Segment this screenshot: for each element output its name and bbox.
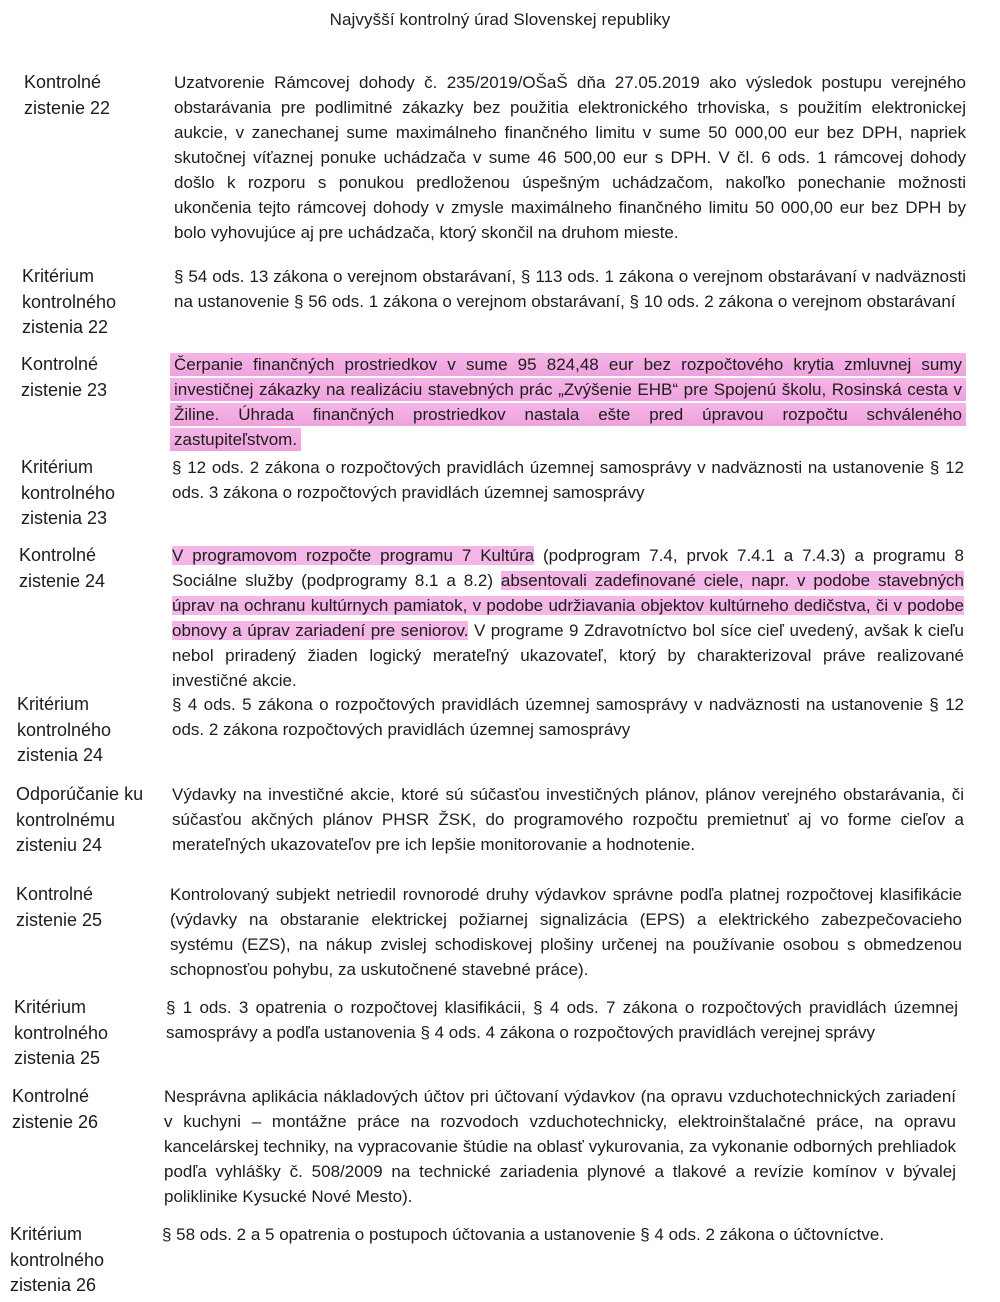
highlighted-text: V programovom rozpočte programu 7 Kultúra (172, 546, 535, 565)
row-text: Kontrolovaný subjekt netriedil rovnorodé druhy výdavkov správne podľa platnej rozpočtovej klasifikácie (výdavky na obstaranie elektrickej požiarnej signalizácia (EPS) a elektrického zabezpečovacieho systému (EZS), na nákup zvislej schodiskovej plošiny určenej na používanie osobou s obmedzenou schopnosťou pohybu, za uskutočnené stavebné práce). (170, 885, 962, 979)
page-header: Najvyšší kontrolný úrad Slovenskej republiky (329, 10, 671, 29)
plain-text: (podprogram 7.4, prvok 7.4.1 a 7.4.3) a programu 8 Sociálne služby (podprogramy 8.1 a 8.2) (172, 546, 964, 590)
highlighted-text: Čerpanie finančných prostriedkov v sume 95 824,48 eur bez rozpočtového krytia zmluvnej sumy investičnej zákazky na realizáciu stavebných prác „Zvýšenie EHB“ pre Spojenú školu, Rosinská cesta v Žiline. Úhrada finančných prostriedkov nastala ešte pred úpravou rozpočtu schváleného zastupiteľstvom. (170, 353, 966, 451)
row-label: Kritérium kontrolného zistenia 22 (22, 266, 117, 337)
row-label: Kritérium kontrolného zistenia 24 (17, 694, 112, 765)
row-label: Kritérium kontrolného zistenia 26 (10, 1224, 105, 1295)
row-label: Odporúčanie ku kontrolnému zisteniu 24 (16, 784, 144, 855)
row-text: Výdavky na investičné akcie, ktoré sú súčasťou investičných plánov, plánov verejného obstarávania, či súčasťou akčných plánov PHSR ŽSK, do programového rozpočtu premietnuť aj vo forme cieľov a merateľných ukazovateľov pre ich lepšie monitorovanie a hodnotenie. (172, 785, 964, 854)
highlighted-text: absentovali zadefinované ciele, napr. v podobe stavebných úprav na ochranu kultúrnych pamiatok, v podobe udržiavania objektov kultúrneho dedičstva, či v podobe obnovy a úprav zariadení pre seniorov. (172, 571, 964, 640)
row-text: § 12 ods. 2 zákona o rozpočtových pravidlách územnej samosprávy v nadväznosti na ustanovenie § 12 ods. 3 zákona o rozpočtových pravidlách územnej samosprávy (172, 458, 964, 502)
row-text: § 1 ods. 3 opatrenia o rozpočtovej klasifikácii, § 4 ods. 7 zákona o rozpočtových pravidlách územnej samosprávy a podľa ustanovenia § 4 ods. 4 zákona o rozpočtových pravidlách verejnej správy (166, 998, 958, 1042)
row-text: § 4 ods. 5 zákona o rozpočtových pravidlách územnej samosprávy v nadväznosti na ustanovenie § 12 ods. 2 zákona rozpočtových pravidlách územnej samosprávy (172, 695, 964, 739)
row-label: Kontrolné zistenie 25 (16, 884, 103, 930)
row-text: § 54 ods. 13 zákona o verejnom obstarávaní, § 113 ods. 1 zákona o verejnom obstarávaní v nadväznosti na ustanovenie § 56 ods. 1 zákona o verejnom obstarávaní, § 10 ods. 2 zákona o verejnom obstarávaní (174, 267, 966, 311)
row-text (172, 543, 964, 693)
row-label: Kritérium kontrolného zistenia 23 (21, 457, 116, 528)
row-text: § 58 ods. 2 a 5 opatrenia o postupoch účtovania a ustanovenie § 4 ods. 2 zákona o účtovníctve. (162, 1225, 885, 1244)
row-text: Uzatvorenie Rámcovej dohody č. 235/2019/OŠaŠ dňa 27.05.2019 ako výsledok postupu verejného obstarávania pre podlimitné zákazky bez použitia elektronického trhoviska, s použitím elektronickej aukcie, v zanechanej sume maximálneho finančného limitu v sume 50 000,00 eur bez DPH, napriek skutočnej víťaznej ponuke uchádzača v sume 46 500,00 eur s DPH. V čl. 6 ods. 1 rámcovej dohody došlo k rozporu s ponukou predloženou úspešným uchádzačom, nakoľko ponechanie možnosti ukončenia tejto rámcovej dohody v zmysle maximálneho finančného limitu 50 000,00 eur bez DPH by bolo vyhovujúce aj pre uchádzača, ktorý skončil na druhom mieste. (174, 73, 966, 242)
row-label: Kontrolné zistenie 24 (19, 545, 106, 591)
row-label: Kontrolné zistenie 22 (24, 72, 111, 118)
row-label: Kontrolné zistenie 23 (21, 354, 108, 400)
row-label: Kritérium kontrolného zistenia 25 (14, 997, 109, 1068)
row-text (170, 352, 966, 452)
row-text: Nesprávna aplikácia nákladových účtov pri účtovaní výdavkov (na opravu vzduchotechnických zariadení v kuchyni – montážne práce na rozvodoch vzduchotechnicky, elektroinštalačné práce, na opravu kancelárskej techniky, na vypracovanie štúdie na oblasť vykurovania, za vykonanie odborných prehliadok podľa vyhlášky č. 508/2009 na technické zariadenia plynové a tlakové a revízie komínov v bývalej poliklinike Kysucké Nové Mesto). (164, 1087, 956, 1206)
plain-text: V programe 9 Zdravotníctvo bol síce cieľ uvedený, avšak k cieľu nebol priradený žiaden logický merateľný ukazovateľ, ktorý by charakterizoval práve realizované investičné akcie. (172, 621, 964, 690)
row-label: Kontrolné zistenie 26 (12, 1086, 99, 1132)
